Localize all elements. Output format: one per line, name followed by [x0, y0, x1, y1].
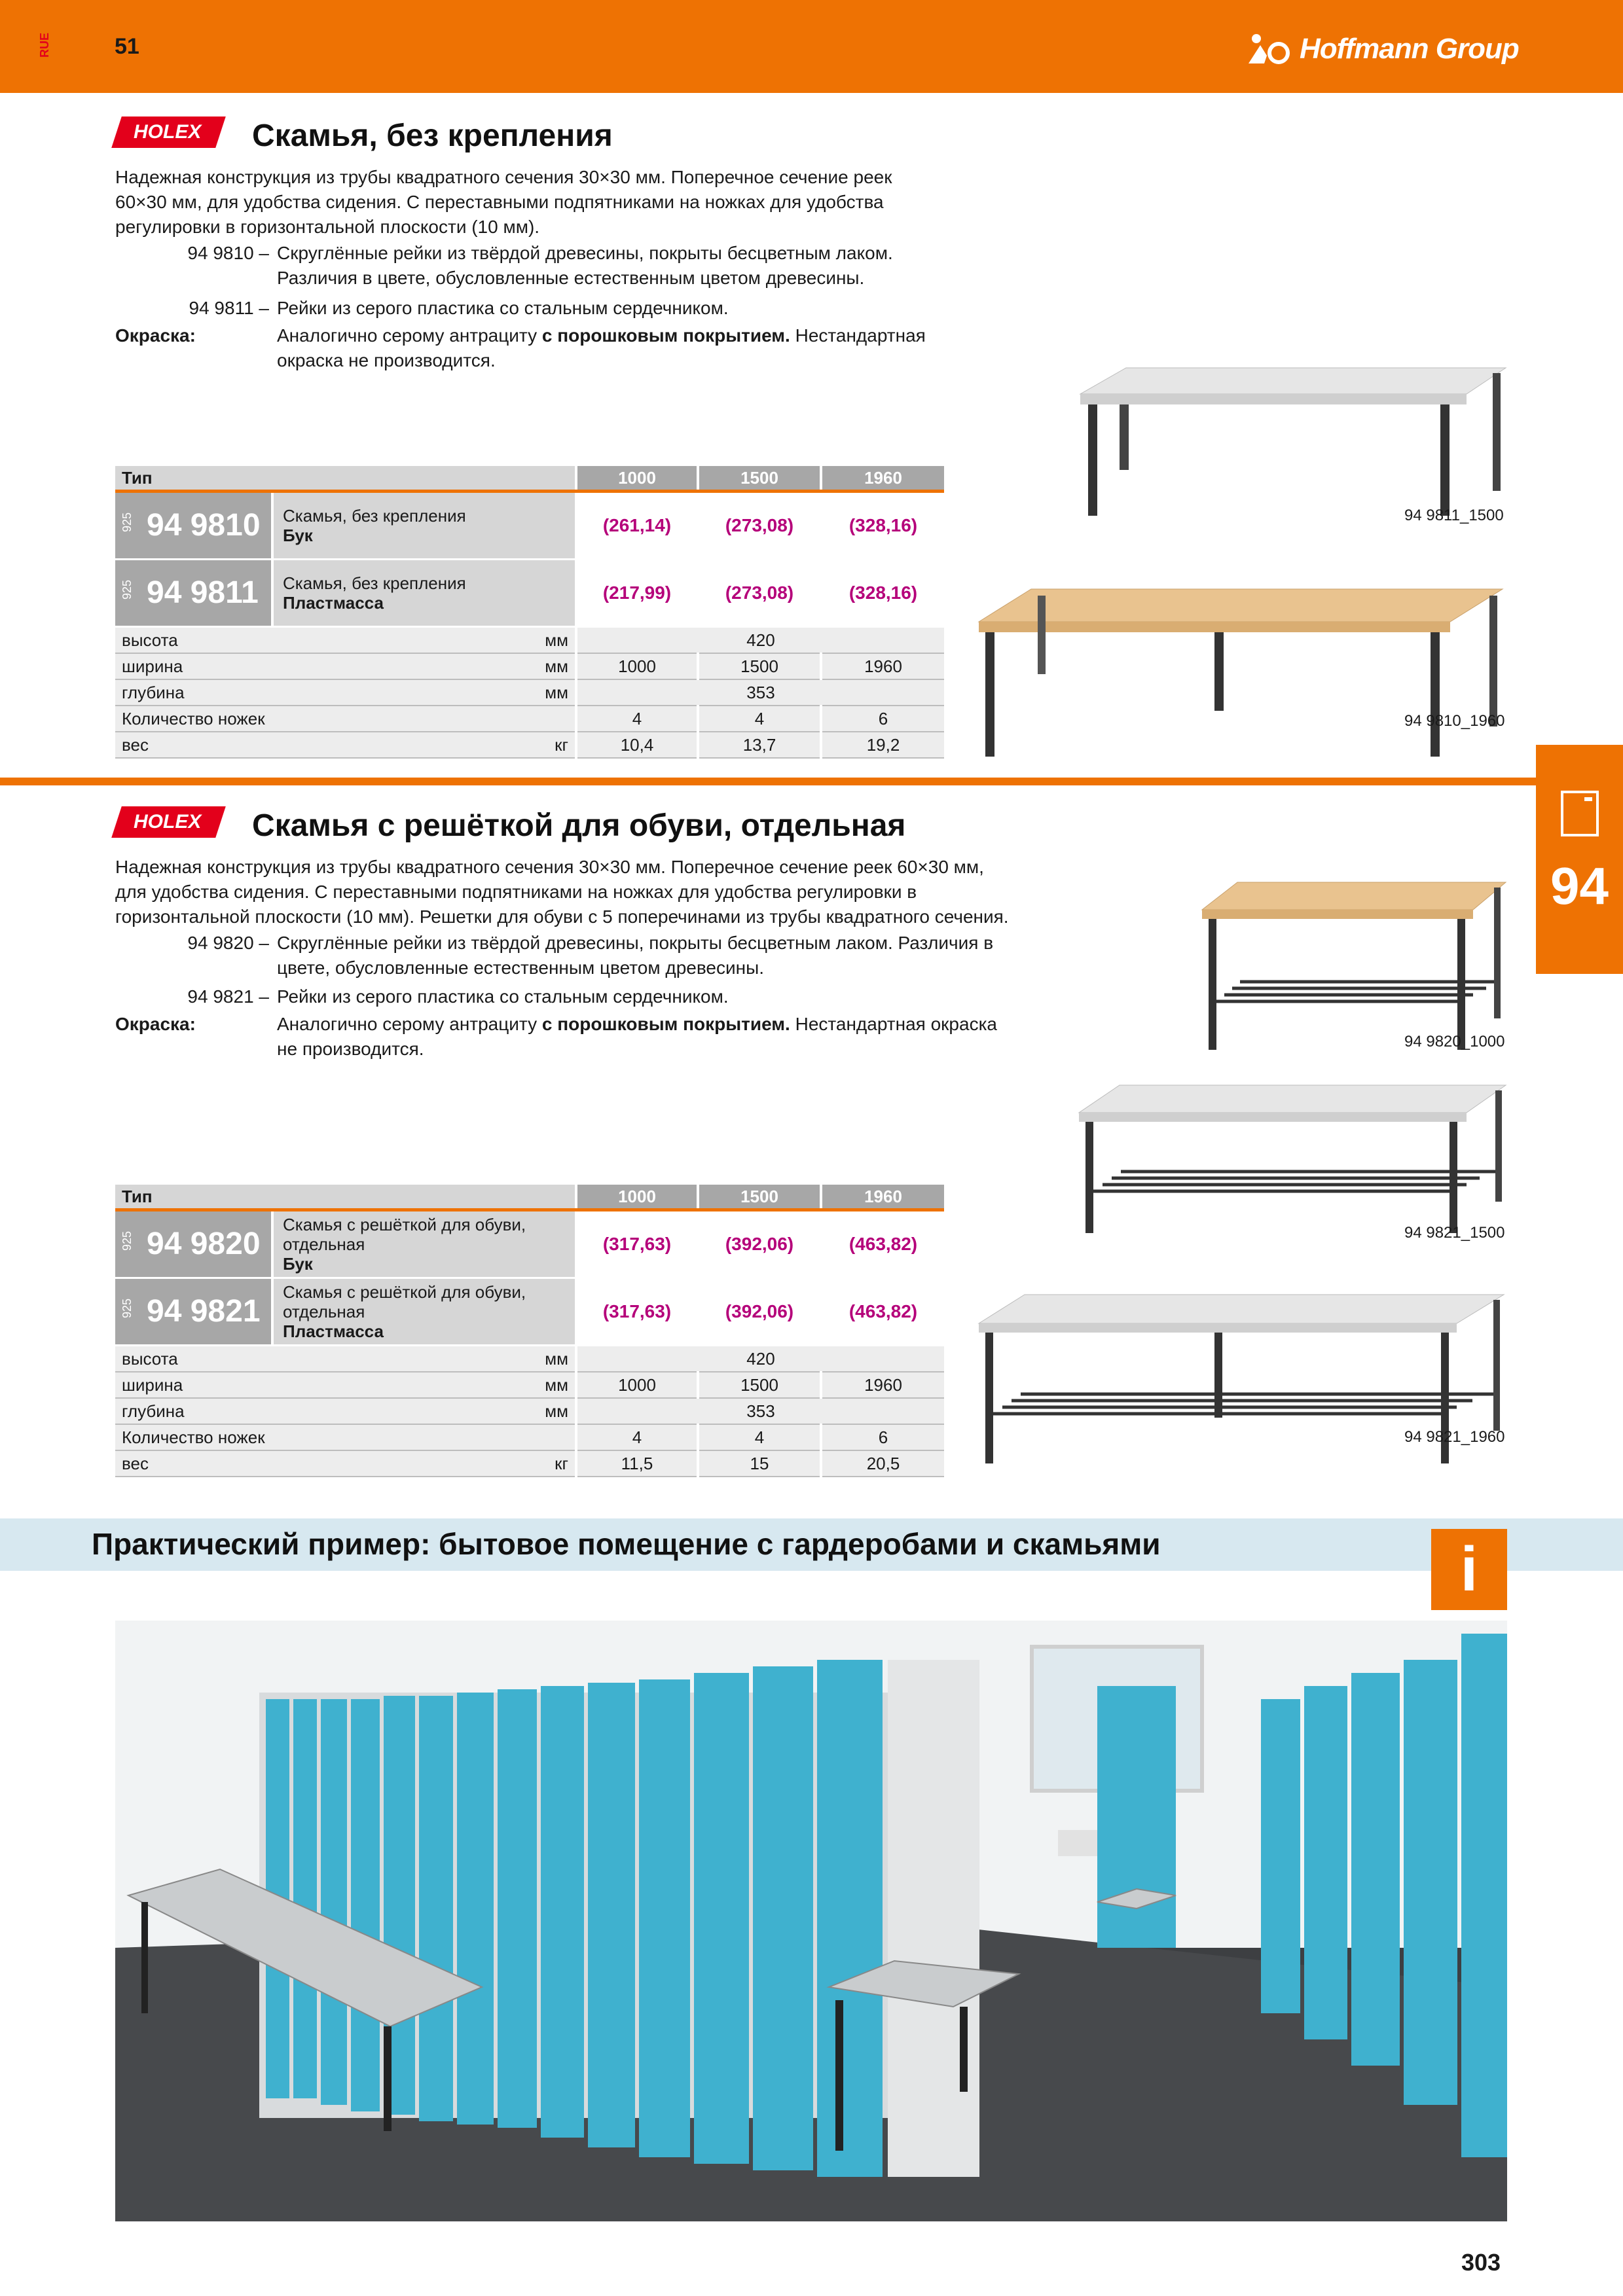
- type-label: Тип: [115, 466, 576, 492]
- article-number: 925 94 9821: [115, 1278, 272, 1346]
- chapter-number: 94: [1550, 857, 1609, 915]
- section2-paint: Окраска: Аналогично серому антрациту с порошковым покрытием. Нестандартная окраска не производится.: [115, 1014, 998, 1059]
- spec-row: Количество ножек 4 4 6: [115, 1424, 944, 1450]
- table-row: [115, 1210, 944, 1278]
- spec-row: глубина мм 353: [115, 679, 944, 706]
- price-table-2: [115, 1185, 944, 1477]
- shoe-bench-beech-1000-image: [1198, 870, 1512, 1060]
- price: (463,82): [821, 1278, 944, 1346]
- spec-row: высота мм 420: [115, 1346, 944, 1372]
- spec-row: глубина мм 353: [115, 1398, 944, 1424]
- spec-row: высота мм 420: [115, 627, 944, 654]
- col-1000: 1000: [576, 466, 698, 492]
- col-1500: 1500: [698, 466, 821, 492]
- chapter-tab: [1536, 745, 1623, 974]
- price: (261,14): [576, 492, 698, 560]
- image-caption: 94 9820_1000: [1404, 1033, 1505, 1050]
- locker-room-illustration: [115, 1621, 1507, 2221]
- col-1960: 1960: [821, 466, 944, 492]
- holex-badge-2: HOLEX: [117, 806, 221, 838]
- type-label: Тип: [115, 1185, 576, 1210]
- variant-94-9820: 94 9820 – Скруглённые рейки из твёрдой древесины, покрыты бесцветным лаком. Различия в цвете, обусловленные естественным цветом древесины.: [187, 933, 994, 978]
- price: (217,99): [576, 560, 698, 627]
- price: (317,63): [576, 1278, 698, 1346]
- col-1000: 1000: [576, 1185, 698, 1210]
- price: (392,06): [698, 1210, 821, 1278]
- price: (317,63): [576, 1210, 698, 1278]
- catalog-code: RUE: [38, 33, 51, 58]
- image-caption: 94 9821_1960: [1404, 1428, 1505, 1446]
- table-row: [115, 1278, 944, 1346]
- spec-row: ширина мм 1000 1500 1960: [115, 1372, 944, 1398]
- section-number: 51: [115, 34, 139, 59]
- hoffmann-logo-icon: [1247, 33, 1293, 65]
- locker-icon: [1561, 791, 1599, 836]
- section1-paint: Окраска: Аналогично серому антрациту с порошковым покрытием. Нестандартная окраска не производится.: [115, 325, 926, 370]
- holex-badge-1: HOLEX: [117, 117, 221, 148]
- price: (463,82): [821, 1210, 944, 1278]
- brand-logo: [1247, 33, 1519, 65]
- price: (273,08): [698, 560, 821, 627]
- variant-94-9821: 94 9821 – Рейки из серого пластика со стальным сердечником.: [187, 986, 729, 1007]
- locker-room-photo: [115, 1621, 1507, 2221]
- section2-title: Скамья с решёткой для обуви, отдельная: [252, 808, 906, 843]
- price: (273,08): [698, 492, 821, 560]
- price: (328,16): [821, 492, 944, 560]
- bench-beech-1960-image: [972, 569, 1509, 766]
- image-caption: 94 9821_1500: [1404, 1224, 1505, 1242]
- example-title: Практический пример: бытовое помещение с гардеробами и скамьями: [92, 1527, 1161, 1561]
- image-caption: 94 9811_1500: [1404, 507, 1504, 524]
- product-description: Скамья, без крепления Пластмасса: [272, 560, 576, 627]
- price-table-1: [115, 466, 944, 759]
- price: (328,16): [821, 560, 944, 627]
- spec-row: вес кг 10,4 13,7 19,2: [115, 732, 944, 758]
- article-number: 925 94 9810: [115, 492, 272, 560]
- spec-row: вес кг 11,5 15 20,5: [115, 1450, 944, 1477]
- product-description: Скамья с решёткой для обуви, отдельная Пластмасса: [272, 1278, 576, 1346]
- variant-94-9810: 94 9810 – Скруглённые рейки из твёрдой древесины, покрыты бесцветным лаком. Различия в цвете, обусловленные естественным цветом древесины.: [187, 243, 893, 288]
- section2-description: Надежная конструкция из трубы квадратного сечения 30×30 мм. Поперечное сечение реек 60×30 мм, для удобства сидения. С переставными подпятниками на ножках для удобства регулировки в горизонтальной плоскости (10 мм). Решетки для обуви с 5 поперечинами из трубы квадратного сечения.: [115, 857, 1009, 927]
- article-number: 925 94 9820: [115, 1210, 272, 1278]
- spec-row: ширина мм 1000 1500 1960: [115, 653, 944, 679]
- product-description: Скамья с решёткой для обуви, отдельная Бук: [272, 1210, 576, 1278]
- article-number: 925 94 9811: [115, 560, 272, 627]
- spec-row: Количество ножек 4 4 6: [115, 706, 944, 732]
- section1-description: Надежная конструкция из трубы квадратного сечения 30×30 мм. Поперечное сечение реек 60×30 мм, для удобства сидения. С переставными подпятниками на ножках для удобства регулировки в горизонтальной плоскости (10 мм).: [115, 167, 892, 237]
- product-description: Скамья, без крепления Бук: [272, 492, 576, 560]
- page-number: 303: [1461, 2249, 1501, 2276]
- image-caption: 94 9810_1960: [1404, 712, 1505, 730]
- shoe-bench-grey-1960-image: [972, 1283, 1509, 1479]
- brand-name: Hoffmann Group: [1300, 33, 1519, 65]
- price: (392,06): [698, 1278, 821, 1346]
- section1-title: Скамья, без крепления: [252, 118, 613, 153]
- section-divider: [0, 778, 1536, 785]
- variant-94-9811: 94 9811 – Рейки из серого пластика со стальным сердечником.: [189, 298, 729, 318]
- info-icon: i: [1431, 1529, 1507, 1610]
- table-row: [115, 492, 944, 560]
- col-1500: 1500: [698, 1185, 821, 1210]
- col-1960: 1960: [821, 1185, 944, 1210]
- table-row: [115, 560, 944, 627]
